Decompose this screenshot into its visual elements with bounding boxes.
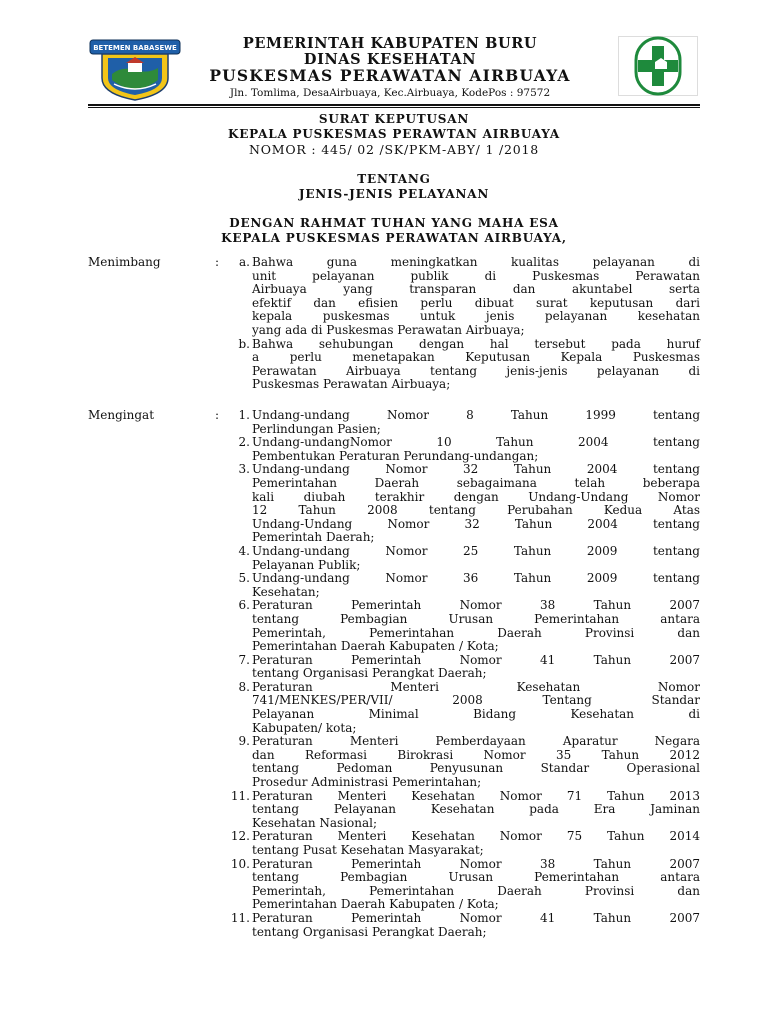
item-line: Peraturan Menteri Kesehatan Nomor 75 Tahun 2014 — [252, 829, 700, 844]
item-line: Undang-Undang Nomor 32 Tahun 2004 tentang — [252, 516, 700, 531]
rahmat-line: DENGAN RAHMAT TUHAN YANG MAHA ESA — [229, 216, 559, 230]
letterhead-rule — [88, 104, 700, 106]
item-number: b. — [238, 336, 250, 351]
item-line: Bahwa sehubungan dengan hal tersebut pada huruf — [252, 336, 700, 351]
menimbang-colon: : — [215, 255, 220, 269]
item-number: 6. — [238, 598, 250, 613]
item-line: Peraturan Pemerintah Nomor 41 Tahun 2007 — [252, 652, 700, 667]
item-text — [252, 338, 700, 392]
item-line: tentang Pembagian Urusan Pemerintahan antara — [252, 611, 700, 626]
list-item — [228, 572, 700, 599]
government-name: PEMERINTAH KABUPATEN BURU — [242, 35, 538, 52]
item-text — [252, 409, 700, 436]
list-item — [228, 858, 700, 912]
item-line: Peraturan Pemerintah Nomor 38 Tahun 2007 — [252, 598, 700, 613]
item-line: Kesehatan; — [252, 584, 320, 599]
item-line: 741/MENKES/PER/VII/ 2008 Tentang Standar — [252, 693, 700, 708]
item-line: Peraturan Pemerintah Nomor 41 Tahun 2007 — [252, 910, 700, 925]
decree-title: SURAT KEPUTUSAN — [318, 112, 470, 126]
item-text — [252, 599, 700, 653]
mengingat-label: Mengingat — [88, 408, 155, 422]
department-name: DINAS KESEHATAN — [303, 51, 477, 68]
item-number: 5. — [238, 571, 250, 586]
item-text — [252, 572, 700, 599]
menimbang-list — [228, 256, 700, 392]
item-line: Undang-undang Nomor 36 Tahun 2009 tentang — [252, 571, 700, 586]
item-number: 3. — [238, 462, 250, 477]
item-line: Perlindungan Pasien; — [252, 421, 381, 436]
item-line: Pemerintahan Daerah Kabupaten / Kota; — [252, 897, 499, 912]
menimbang-label: Menimbang — [88, 255, 161, 269]
item-line: Peraturan Pemerintah Nomor 38 Tahun 2007 — [252, 856, 700, 871]
list-item — [228, 735, 700, 789]
item-line: Pemerintah, Pemerintahan Daerah Provinsi dan — [252, 625, 700, 640]
item-line: dan Reformasi Birokrasi Nomor 35 Tahun 2012 — [252, 747, 700, 762]
item-line: tentang Pelayanan Kesehatan pada Era Jaminan — [252, 802, 700, 817]
item-text — [252, 436, 700, 463]
item-line: Undang-undang Nomor 25 Tahun 2009 tentang — [252, 543, 700, 558]
letterhead-rule-thin — [88, 107, 700, 108]
item-line: unit pelayanan publik di Puskesmas Perawatan — [252, 268, 700, 283]
item-line: Undang-undang Nomor 32 Tahun 2004 tentang — [252, 462, 700, 477]
item-line: Peraturan Menteri Kesehatan Nomor 71 Tahun 2013 — [252, 788, 700, 803]
decree-number: NOMOR : 445/ 02 /SK/PKM-ABY/ 1 /2018 — [249, 142, 539, 157]
item-text — [252, 858, 700, 912]
item-line: Pemerintahan Daerah sebagaimana telah beberapa — [252, 475, 700, 490]
item-line: Perawatan Airbuaya tentang jenis-jenis pelayanan di — [252, 363, 700, 378]
item-line: Puskesmas Perawatan Airbuaya; — [252, 377, 451, 392]
item-line: yang ada di Puskesmas Perawatan Airbuaya; — [252, 322, 525, 337]
decree-issuer: KEPALA PUSKESMAS PERAWTAN AIRBUAYA — [227, 127, 561, 141]
mengingat-colon: : — [215, 408, 220, 422]
item-number: 11. — [230, 788, 250, 803]
item-line: Kesehatan Nasional; — [252, 815, 378, 830]
list-item — [228, 436, 700, 463]
item-line: efektif dan efisien perlu dibuat surat keputusan dari — [252, 295, 700, 310]
item-line: Pelayanan Publik; — [252, 557, 361, 572]
item-line: tentang Organisasi Perangkat Daerah; — [252, 924, 487, 939]
puskesmas-name: PUSKESMAS PERAWATAN AIRBUAYA — [209, 66, 571, 85]
item-line: Pembentukan Peraturan Perundang-undangan; — [252, 448, 539, 463]
item-text — [252, 681, 700, 735]
item-line: tentang Pembagian Urusan Pemerintahan antara — [252, 870, 700, 885]
item-line: Pemerintah Daerah; — [252, 530, 375, 545]
item-text — [252, 654, 700, 681]
item-line: kali diubah terakhir dengan Undang-Undang Nomor — [252, 489, 700, 504]
item-line: 12 Tahun 2008 tentang Perubahan Kedua Atas — [252, 503, 700, 518]
list-item — [228, 830, 700, 857]
item-number: 4. — [238, 543, 250, 558]
item-line: Prosedur Administrasi Pemerintahan; — [252, 775, 482, 790]
item-line: Pemerintahan Daerah Kabupaten / Kota; — [252, 639, 499, 654]
item-line: kepala puskesmas untuk jenis pelayanan kesehatan — [252, 309, 700, 324]
item-text — [252, 912, 700, 939]
health-cross-logo-icon — [618, 36, 698, 96]
item-number: 9. — [238, 734, 250, 749]
item-text — [252, 735, 700, 789]
item-line: Airbuaya yang transparan dan akuntabel serta — [252, 282, 700, 297]
list-item — [228, 338, 700, 392]
item-number: a. — [239, 255, 250, 269]
item-line: Peraturan Menteri Pemberdayaan Aparatur Negara — [252, 734, 700, 749]
item-line: Peraturan Menteri Kesehatan Nomor — [252, 679, 700, 694]
list-item — [228, 256, 700, 338]
item-line: Kabupaten/ kota; — [252, 720, 357, 735]
item-text — [252, 790, 700, 831]
address-line: Jln. Tomlima, DesaAirbuaya, Kec.Airbuaya, KodePos : 97572 — [229, 87, 551, 99]
item-number: 7. — [238, 652, 250, 667]
mengingat-list — [228, 409, 700, 939]
item-line: tentang Pedoman Penyusunan Standar Operasional — [252, 761, 700, 776]
list-item — [228, 912, 700, 939]
item-line: a perlu menetapakan Keputusan Kepala Puskesmas — [252, 350, 700, 365]
item-line: tentang Pusat Kesehatan Masyarakat; — [252, 843, 484, 857]
list-item — [228, 409, 700, 436]
list-item — [228, 599, 700, 653]
item-text — [252, 463, 700, 545]
item-number: 1. — [238, 408, 250, 422]
item-number: 11. — [230, 910, 250, 925]
item-text — [252, 830, 700, 857]
list-item — [228, 654, 700, 681]
item-number: 2. — [238, 435, 250, 450]
kepala-line: KEPALA PUSKESMAS PERAWATAN AIRBUAYA, — [221, 231, 567, 245]
list-item — [228, 790, 700, 831]
item-line: Pelayanan Minimal Bidang Kesehatan di — [252, 707, 700, 722]
item-line: Bahwa guna meningkatkan kualitas pelayanan di — [252, 255, 700, 269]
item-number: 8. — [238, 679, 250, 694]
item-number: 10. — [230, 856, 250, 871]
item-line: Undang-undang Nomor 8 Tahun 1999 tentang — [252, 408, 700, 422]
item-number: 12. — [230, 829, 250, 844]
decree-subject: JENIS-JENIS PELAYANAN — [298, 187, 490, 201]
tentang-label: TENTANG — [357, 172, 431, 186]
list-item — [228, 545, 700, 572]
list-item — [228, 681, 700, 735]
item-text — [252, 256, 700, 338]
item-line: Pemerintah, Pemerintahan Daerah Provinsi dan — [252, 883, 700, 898]
list-item — [228, 463, 700, 545]
item-line: tentang Organisasi Perangkat Daerah; — [252, 666, 487, 681]
emblem-ribbon-text: BETEMEN BABASEWE — [93, 44, 177, 52]
item-text — [252, 545, 700, 572]
item-line: Undang-undangNomor 10 Tahun 2004 tentang — [252, 435, 700, 450]
kabupaten-buru-emblem-icon — [88, 36, 182, 102]
